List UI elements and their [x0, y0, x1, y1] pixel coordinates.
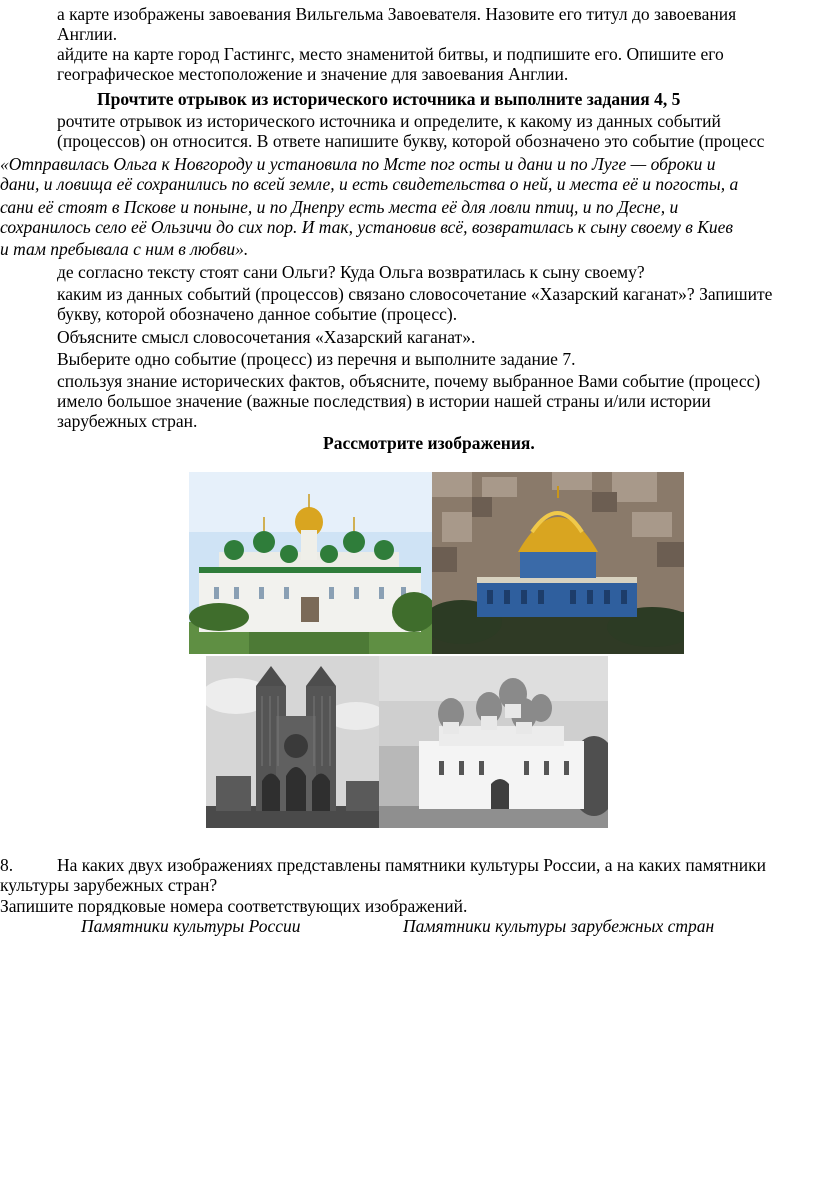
task-8-number: 8. [0, 855, 14, 875]
text-line-16: Объясните смысл словосочетания «Хазарский каганат». [57, 327, 476, 347]
text-line-18: спользуя знание исторических фактов, объясните, почему выбранное Вами событие (процесс) [57, 371, 761, 391]
caption-russia-monuments: Памятники культуры России [81, 916, 301, 936]
task-8-line-3: Запишите порядковые номера соответствующих изображений. [0, 896, 468, 916]
text-line-13: де согласно тексту стоят сани Ольги? Куда Ольга возвратилась к сыну своему? [57, 262, 645, 282]
text-line-20: зарубежных стран. [57, 411, 198, 431]
text-line-2: Англии. [57, 24, 118, 44]
text-line-4: географическое местоположение и значение для завоевания Англии. [57, 64, 569, 84]
task-8-line-1: На каких двух изображениях представлены памятники культуры России, а на каких памятники [57, 855, 766, 875]
text-line-14: каким из данных событий (процессов) связано словосочетание «Хазарский каганат»? Запишите [57, 284, 773, 304]
text-line-15: букву, которой обозначено данное событие (процесс). [57, 304, 458, 324]
quote-line-3: сани её стоят в Пскове и поныне, и по Днепру есть места её для ловли птиц, и по Десне, и [0, 197, 679, 217]
quote-line-4: сохранилось село её Ользичи до сих пор. И так, установив всё, возвратилась к сыну своему в Киев [0, 217, 734, 237]
text-line-6: рочтите отрывок из исторического источника и определите, к какому из данных событий [57, 111, 721, 131]
quote-line-1: «Отправилась Ольга к Новгороду и установила по Мсте пог осты и дани и по Луге — оброки и [0, 154, 716, 174]
quote-line-2: дани, и ловища её сохранились по всей земле, и есть свидетельства о ней, и места её и погосты, а [0, 174, 739, 194]
photo-reims-cathedral [206, 656, 379, 828]
text-line-19: имело большое значение (важные последствия) в истории нашей страны и/или истории [57, 391, 711, 411]
task-8-line-2: культуры зарубежных стран? [0, 875, 218, 895]
text-line-1: а карте изображены завоевания Вильгельма Завоевателя. Назовите его титул до завоевания [57, 4, 737, 24]
photo-dome-of-the-rock [432, 472, 684, 654]
quote-line-5: и там пребывала с ним в любви». [0, 239, 249, 259]
section-heading-images: Рассмотрите изображения. [323, 433, 535, 453]
caption-foreign-monuments: Памятники культуры зарубежных стран [403, 916, 715, 936]
text-line-17: Выберите одно событие (процесс) из перечня и выполните задание 7. [57, 349, 576, 369]
section-heading-source: Прочтите отрывок из исторического источника и выполните задания 4, 5 [97, 89, 681, 109]
text-line-7: (процессов) он относится. В ответе напишите букву, которой обозначено это событие (процесс [57, 131, 765, 151]
photo-sophia-kyiv [189, 472, 432, 654]
text-line-3: айдите на карте город Гастингс, место знаменитой битвы, и подпишите его. Опишите его [57, 44, 724, 64]
photo-sophia-novgorod [379, 656, 608, 828]
